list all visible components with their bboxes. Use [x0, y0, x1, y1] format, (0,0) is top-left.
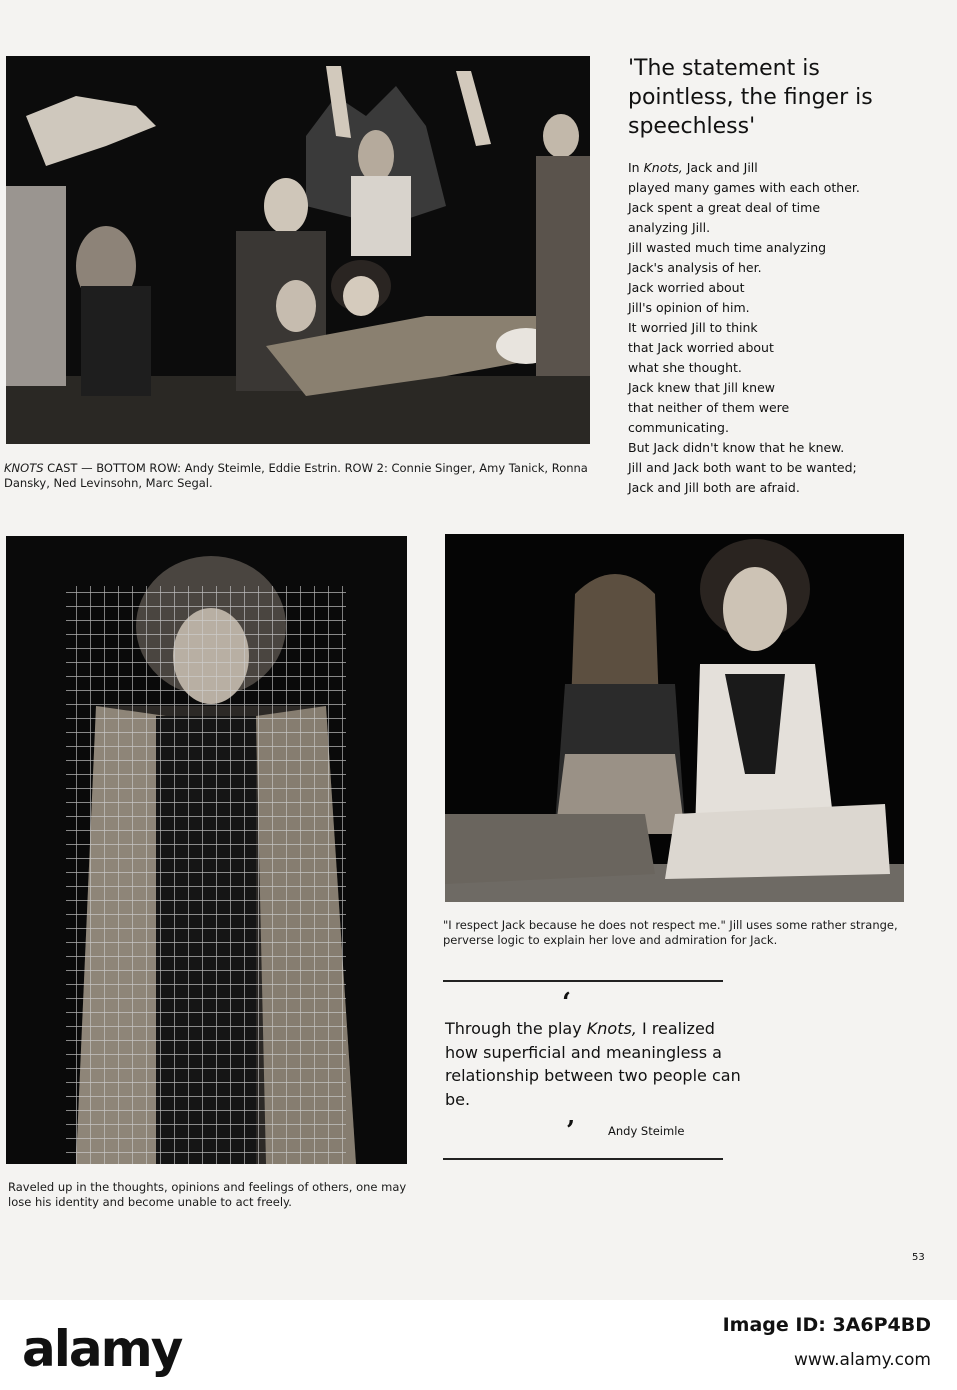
- alamy-logo: alamy: [22, 1320, 182, 1378]
- stock-url[interactable]: www.alamy.com: [793, 1350, 931, 1370]
- cast-group-photo: [6, 56, 590, 444]
- cast-caption: [4, 461, 588, 491]
- cage-caption: Raveled up in the thoughts, opinions and feelings of others, one may lose his identity and become unable to act freely.: [8, 1180, 407, 1209]
- poem-line: that Jack worried about: [628, 340, 774, 355]
- poem-line: Jill's opinion of him.: [628, 300, 750, 315]
- quote-attribution: Andy Steimle: [608, 1124, 685, 1138]
- poem-line: It worried Jill to think: [628, 320, 758, 335]
- poem-line: that neither of them were: [628, 400, 790, 415]
- page-headline: 'The statement is pointless, the finger is speechless': [628, 56, 873, 139]
- poem-line: Jack worried about: [628, 280, 745, 295]
- poem-line: Jack spent a great deal of time: [628, 200, 821, 215]
- poem-text: [628, 158, 928, 498]
- poem-line: played many games with each other.: [628, 180, 860, 195]
- open-quote-mark: ‘: [562, 988, 572, 1018]
- poem-line: Jack knew that Jill knew: [628, 380, 775, 395]
- cage-photo: [6, 536, 407, 1164]
- quote-bottom-rule: [443, 1158, 723, 1160]
- poem-line: Jack's analysis of her.: [628, 260, 762, 275]
- pair-caption: "I respect Jack because he does not respect me." Jill uses some rather strange, perverse logic to explain her love and admiration for Jack.: [443, 918, 898, 947]
- poem-line: what she thought.: [628, 360, 742, 375]
- poem-line: Jill wasted much time analyzing: [628, 240, 827, 255]
- stock-footer: [0, 1300, 957, 1390]
- image-id: Image ID: 3A6P4BD: [722, 1314, 931, 1336]
- close-quote-mark: ’: [566, 1116, 576, 1146]
- poem-line: But Jack didn't know that he knew.: [628, 440, 845, 455]
- poem-line: communicating.: [628, 420, 729, 435]
- page-number: 53: [912, 1252, 925, 1263]
- poem-line: analyzing Jill.: [628, 220, 711, 235]
- caption-body: CAST — BOTTOM ROW: Andy Steimle, Eddie Estrin. ROW 2: Connie Singer, Amy Tanick, Ronna Dansky, Ned Levinsohn, Marc Segal.: [4, 461, 588, 490]
- caption-lead: KNOTS: [4, 461, 44, 475]
- pull-quote: Through the play Knots, I realized how superficial and meaningless a relationship between two people can be.: [445, 1019, 741, 1109]
- quote-top-rule: [443, 980, 723, 982]
- poem-line: Jack and Jill both are afraid.: [628, 480, 800, 495]
- jack-and-jill-photo: [445, 534, 904, 902]
- poem-line: In Knots, Jack and Jill: [628, 160, 758, 175]
- poem-line: Jill and Jack both want to be wanted;: [628, 460, 857, 475]
